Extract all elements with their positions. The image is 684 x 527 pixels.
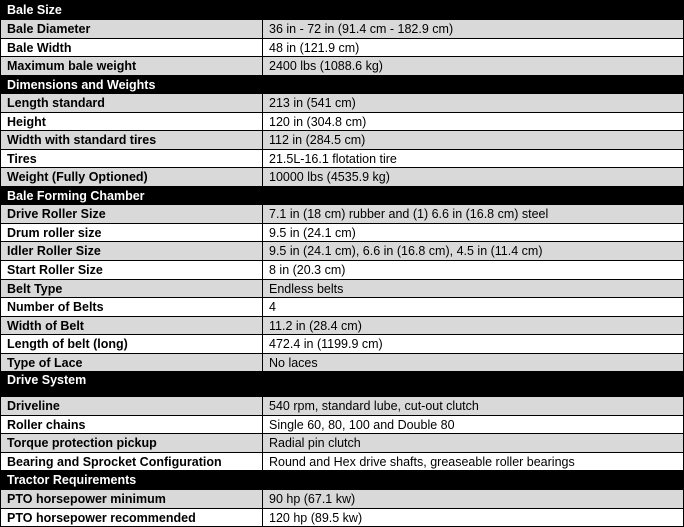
row-label: Bearing and Sprocket Configuration <box>1 453 263 471</box>
row-value: 213 in (541 cm) <box>263 94 684 113</box>
row-value: Endless belts <box>263 280 684 298</box>
table-row <box>1 280 684 298</box>
row-label: Height <box>1 113 263 131</box>
row-label: Number of Belts <box>1 298 263 317</box>
row-value: Round and Hex drive shafts, greaseable roller bearings <box>263 453 684 471</box>
table-row <box>1 150 684 168</box>
row-value: Single 60, 80, 100 and Double 80 <box>263 416 684 434</box>
row-value: 9.5 in (24.1 cm), 6.6 in (16.8 cm), 4.5 in (11.4 cm) <box>263 242 684 261</box>
row-value: 472.4 in (1199.9 cm) <box>263 335 684 354</box>
row-value: 112 in (284.5 cm) <box>263 131 684 150</box>
section-title: Bale Size <box>1 1 263 20</box>
row-value: 9.5 in (24.1 cm) <box>263 224 684 242</box>
row-value: 8 in (20.3 cm) <box>263 261 684 280</box>
row-label: Weight (Fully Optioned) <box>1 168 263 187</box>
table-row <box>1 131 684 150</box>
table-row <box>1 242 684 261</box>
table-row <box>1 261 684 280</box>
row-label: PTO horsepower recommended <box>1 509 263 527</box>
section-title: Drive System <box>1 372 263 397</box>
section-title: Dimensions and Weights <box>1 76 263 94</box>
section-header-row <box>1 1 684 20</box>
row-value: Radial pin clutch <box>263 434 684 453</box>
row-label: Width with standard tires <box>1 131 263 150</box>
table-row <box>1 416 684 434</box>
table-row <box>1 94 684 113</box>
row-label: Bale Width <box>1 39 263 57</box>
row-label: PTO horsepower minimum <box>1 490 263 509</box>
section-header-blank <box>263 1 684 20</box>
row-value: 21.5L-16.1 flotation tire <box>263 150 684 168</box>
row-value: 36 in - 72 in (91.4 cm - 182.9 cm) <box>263 20 684 39</box>
row-label: Bale Diameter <box>1 20 263 39</box>
row-label: Drum roller size <box>1 224 263 242</box>
section-title: Bale Forming Chamber <box>1 187 263 205</box>
row-label: Torque protection pickup <box>1 434 263 453</box>
row-value: No laces <box>263 354 684 372</box>
table-row <box>1 354 684 372</box>
table-row <box>1 39 684 57</box>
row-label: Belt Type <box>1 280 263 298</box>
table-row <box>1 113 684 131</box>
row-label: Driveline <box>1 397 263 416</box>
row-label: Tires <box>1 150 263 168</box>
row-label: Drive Roller Size <box>1 205 263 224</box>
section-header-blank <box>263 471 684 490</box>
row-value: 90 hp (67.1 kw) <box>263 490 684 509</box>
section-header-blank <box>263 372 684 397</box>
table-row <box>1 168 684 187</box>
section-header-row <box>1 187 684 205</box>
table-row <box>1 57 684 76</box>
row-value: 7.1 in (18 cm) rubber and (1) 6.6 in (16.8 cm) steel <box>263 205 684 224</box>
row-label: Width of Belt <box>1 317 263 335</box>
row-label: Idler Roller Size <box>1 242 263 261</box>
row-label: Length standard <box>1 94 263 113</box>
row-label: Start Roller Size <box>1 261 263 280</box>
table-row <box>1 509 684 527</box>
section-header-blank <box>263 76 684 94</box>
row-value: 10000 lbs (4535.9 kg) <box>263 168 684 187</box>
table-row <box>1 490 684 509</box>
table-row <box>1 453 684 471</box>
row-value: 120 hp (89.5 kw) <box>263 509 684 527</box>
table-row <box>1 434 684 453</box>
row-label: Maximum bale weight <box>1 57 263 76</box>
row-value: 2400 lbs (1088.6 kg) <box>263 57 684 76</box>
table-row <box>1 224 684 242</box>
row-value: 540 rpm, standard lube, cut-out clutch <box>263 397 684 416</box>
table-row <box>1 298 684 317</box>
table-row <box>1 335 684 354</box>
row-label: Type of Lace <box>1 354 263 372</box>
row-label: Roller chains <box>1 416 263 434</box>
row-value: 120 in (304.8 cm) <box>263 113 684 131</box>
table-row <box>1 205 684 224</box>
section-title: Tractor Requirements <box>1 471 263 490</box>
section-header-row <box>1 372 684 397</box>
section-header-blank <box>263 187 684 205</box>
row-label: Length of belt (long) <box>1 335 263 354</box>
table-row <box>1 20 684 39</box>
table-row <box>1 397 684 416</box>
section-header-row <box>1 471 684 490</box>
row-value: 48 in (121.9 cm) <box>263 39 684 57</box>
section-header-row <box>1 76 684 94</box>
row-value: 4 <box>263 298 684 317</box>
table-row <box>1 317 684 335</box>
row-value: 11.2 in (28.4 cm) <box>263 317 684 335</box>
